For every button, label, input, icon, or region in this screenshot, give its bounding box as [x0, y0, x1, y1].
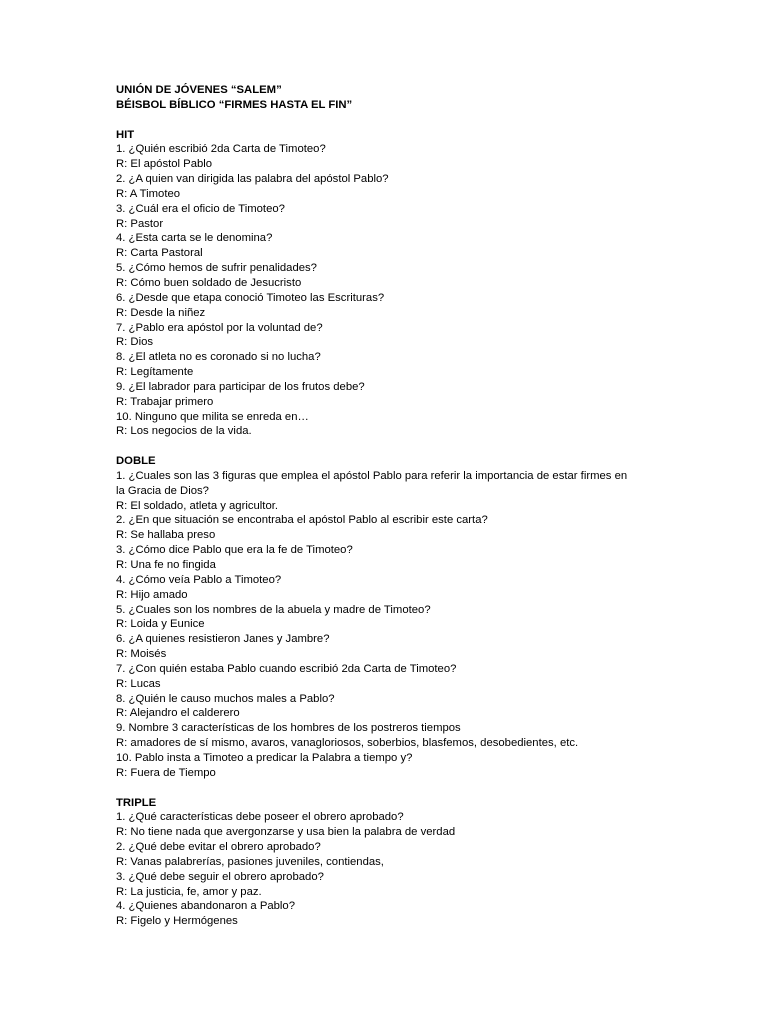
question-line: 2. ¿A quien van dirigida las palabra del apóstol Pablo? [116, 173, 389, 186]
question-line: 7. ¿Pablo era apóstol por la voluntad de? [116, 321, 323, 334]
answer-line: R: Carta Pastoral [116, 247, 203, 260]
answer-line: R: Trabajar primero [116, 395, 214, 408]
question-line: 4. ¿Cómo veía Pablo a Timoteo? [116, 573, 282, 586]
section-heading: TRIPLE [116, 796, 157, 809]
question-line: 9. Nombre 3 características de los hombres de los postreros tiempos [116, 722, 461, 735]
answer-line: R: Alejandro el calderero [116, 707, 240, 720]
question-line: 4. ¿Esta carta se le denomina? [116, 232, 273, 245]
answer-line: R: Vanas palabrerías, pasiones juveniles, contiendas, [116, 855, 384, 868]
question-line: 6. ¿Desde que etapa conoció Timoteo las Escrituras? [116, 291, 385, 304]
section-heading: HIT [116, 128, 135, 141]
document-title [116, 83, 728, 113]
question-line: 8. ¿Quién le causo muchos males a Pablo? [116, 692, 335, 705]
answer-line: R: Legítamente [116, 366, 194, 379]
question-line: 8. ¿El atleta no es coronado si no lucha? [116, 351, 321, 364]
answer-line: R: No tiene nada que avergonzarse y usa bien la palabra de verdad [116, 826, 456, 839]
answer-line: R: Los negocios de la vida. [116, 425, 252, 438]
answer-line: R: A Timoteo [116, 187, 181, 200]
question-line: 3. ¿Cuál era el oficio de Timoteo? [116, 202, 285, 215]
question-line: 9. ¿El labrador para participar de los frutos debe? [116, 380, 365, 393]
question-line: 2. ¿Qué debe evitar el obrero aprobado? [116, 841, 321, 854]
question-line: 4. ¿Quienes abandonaron a Pablo? [116, 900, 296, 913]
section-spacer [116, 781, 728, 796]
answer-line: R: Hijo amado [116, 588, 188, 601]
answer-line: R: Desde la niñez [116, 306, 206, 319]
question-line: 6. ¿A quienes resistieron Janes y Jambre? [116, 633, 330, 646]
question-line: 10. Pablo insta a Timoteo a predicar la Palabra a tiempo y? [116, 751, 413, 764]
question-line: 2. ¿En que situación se encontraba el apóstol Pablo al escribir este carta? [116, 514, 488, 527]
question-line: 1. ¿Qué características debe poseer el obrero aprobado? [116, 811, 404, 824]
answer-line: R: Pastor [116, 217, 164, 230]
answer-line: R: Dios [116, 336, 154, 349]
answer-line: R: Una fe no fingida [116, 559, 216, 571]
section-hit [116, 128, 728, 440]
answer-line: R: Moisés [116, 648, 167, 661]
title-line-1: UNIÓN DE JÓVENES “SALEM” [116, 84, 282, 96]
question-line: 5. ¿Cuales son los nombres de la abuela y madre de Timoteo? [116, 603, 431, 616]
question-line: 3. ¿Qué debe seguir el obrero aprobado? [116, 870, 324, 883]
answer-line: R: El soldado, atleta y agricultor. [116, 499, 279, 512]
question-line: 7. ¿Con quién estaba Pablo cuando escribió 2da Carta de Timoteo? [116, 662, 457, 675]
question-line: 3. ¿Cómo dice Pablo que era la fe de Timoteo? [116, 544, 353, 557]
answer-line: R: Se hallaba preso [116, 529, 216, 542]
answer-line: R: La justicia, fe, amor y paz. [116, 885, 262, 898]
section-doble [116, 454, 728, 781]
question-line: 5. ¿Cómo hemos de sufrir penalidades? [116, 262, 317, 275]
answer-line: R: Loida y Eunice [116, 618, 205, 631]
section-triple [116, 796, 728, 930]
question-line: 1. ¿Cuales son las 3 figuras que emplea el apóstol Pablo para referir la importancia de estar firmes en [116, 469, 628, 482]
sections-container [116, 113, 728, 929]
answer-line: R: Cómo buen soldado de Jesucristo [116, 276, 302, 289]
answer-line: R: Lucas [116, 677, 161, 690]
section-spacer [116, 113, 728, 128]
section-spacer [116, 439, 728, 454]
question-line: 10. Ninguno que milita se enreda en… [116, 410, 309, 423]
section-heading: DOBLE [116, 455, 156, 468]
title-line-2: BÉISBOL BÍBLICO “FIRMES HASTA EL FIN” [116, 98, 353, 111]
question-line: 1. ¿Quién escribió 2da Carta de Timoteo? [116, 143, 326, 156]
question-line: la Gracia de Dios? [116, 484, 209, 497]
answer-line: R: Figelo y Hermógenes [116, 915, 238, 928]
answer-line: R: El apóstol Pablo [116, 158, 213, 171]
answer-line: R: amadores de sí mismo, avaros, vanagloriosos, soberbios, blasfemos, desobedientes, etc. [116, 737, 579, 750]
answer-line: R: Fuera de Tiempo [116, 766, 216, 779]
